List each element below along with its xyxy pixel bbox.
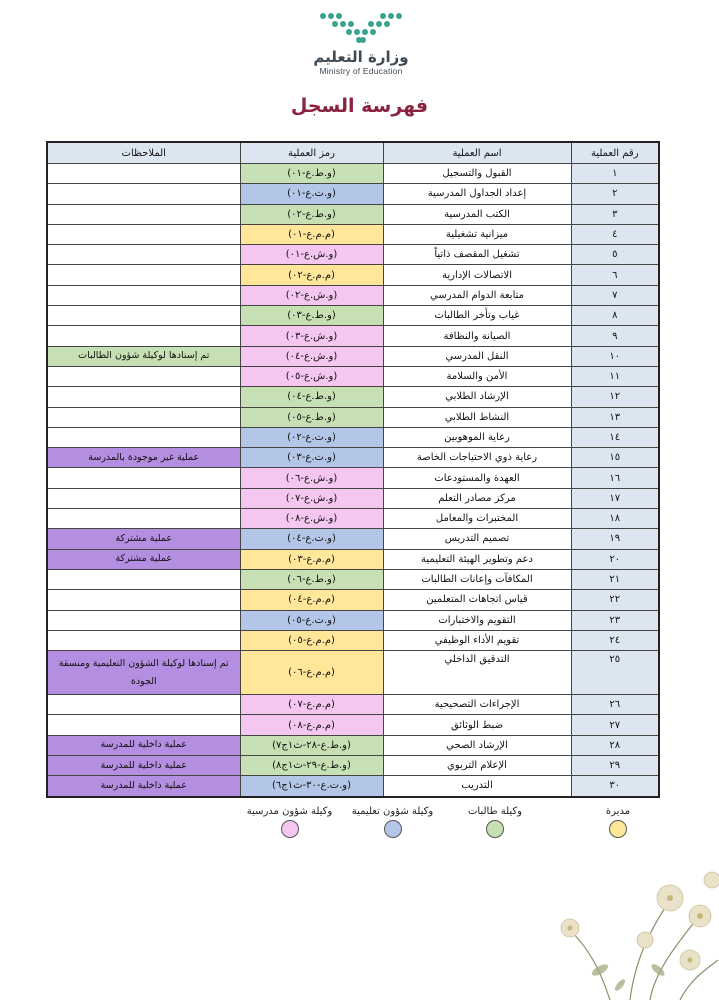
header-notes: الملاحظات xyxy=(47,142,240,164)
row-number-cell: ٢١ xyxy=(571,569,659,589)
row-number-cell: ٢٨ xyxy=(571,735,659,755)
row-number-cell: ١٢ xyxy=(571,387,659,407)
process-name-cell: الإرشاد الصحي xyxy=(383,735,571,755)
process-name-cell: الإعلام التربوي xyxy=(383,756,571,776)
process-name-cell: القبول والتسجيل xyxy=(383,164,571,184)
table-row xyxy=(47,326,659,346)
header-name: اسم العملية xyxy=(383,142,571,164)
table-row xyxy=(47,427,659,447)
process-code-cell: (و.ط.ع-٢٩-ث١ج٨) xyxy=(240,756,383,776)
row-number-cell: ٢٤ xyxy=(571,630,659,650)
table-row xyxy=(47,265,659,285)
notes-cell xyxy=(47,306,240,326)
process-code-cell: (م.م.ع-٠٢) xyxy=(240,265,383,285)
process-code-cell: (و.ش.ع-٠٧) xyxy=(240,488,383,508)
row-number-cell: ٢٣ xyxy=(571,610,659,630)
process-name-cell: النقل المدرسي xyxy=(383,346,571,366)
process-name-cell: ضبط الوثائق xyxy=(383,715,571,735)
table-row xyxy=(47,651,659,695)
process-name-cell: إعداد الجداول المدرسية xyxy=(383,184,571,204)
legend-label: وكيلة شؤون تعليمية xyxy=(351,806,434,817)
process-code-cell: (م.م.ع-٠٦) xyxy=(240,651,383,695)
table-row xyxy=(47,346,659,366)
legend-item xyxy=(232,806,347,838)
notes-cell xyxy=(47,468,240,488)
process-name-cell: غياب وتأخر الطالبات xyxy=(383,306,571,326)
process-code-cell: (و.ط.ع-٠١) xyxy=(240,164,383,184)
process-code-cell: (م.م.ع-٠١) xyxy=(240,224,383,244)
register-index-table xyxy=(46,141,660,798)
process-code-cell: (م.م.ع-٠٧) xyxy=(240,695,383,715)
notes-cell xyxy=(47,488,240,508)
table-row xyxy=(47,569,659,589)
process-name-cell: الإرشاد الطلابي xyxy=(383,387,571,407)
row-number-cell: ٢٦ xyxy=(571,695,659,715)
process-code-cell: (و.ط.ع-٠٤) xyxy=(240,387,383,407)
table-row xyxy=(47,245,659,265)
process-code-cell: (م.م.ع-٠٤) xyxy=(240,590,383,610)
process-code-cell: (و.ش.ع-٠١) xyxy=(240,245,383,265)
legend-item xyxy=(340,806,445,838)
logo-dots-icon xyxy=(315,12,407,46)
legend-label: وكيلة شؤون مدرسية xyxy=(246,806,333,817)
process-code-cell: (م.م.ع-٠٣) xyxy=(240,549,383,569)
row-number-cell: ٨ xyxy=(571,306,659,326)
row-number-cell: ١٠ xyxy=(571,346,659,366)
process-name-cell: تقويم الأداء الوظيفي xyxy=(383,630,571,650)
notes-cell: عملية داخلية للمدرسة xyxy=(47,756,240,776)
notes-cell xyxy=(47,610,240,630)
process-name-cell: دعم وتطوير الهيئة التعليمية xyxy=(383,549,571,569)
process-name-cell: مركز مصادر التعلم xyxy=(383,488,571,508)
process-name-cell: تشغيل المقصف ذاتياً xyxy=(383,245,571,265)
row-number-cell: ١٧ xyxy=(571,488,659,508)
ministry-logo xyxy=(296,12,426,82)
notes-cell: عملية مشتركة xyxy=(47,549,240,569)
process-code-cell: (و.ط.ع-٠٥) xyxy=(240,407,383,427)
notes-cell: تم إسنادها لوكيلة شؤون الطالبات xyxy=(47,346,240,366)
process-name-cell: ميزانية تشغيلية xyxy=(383,224,571,244)
process-code-cell: (و.ش.ع-٠٨) xyxy=(240,509,383,529)
table-row xyxy=(47,204,659,224)
process-code-cell: (و.ش.ع-٠٣) xyxy=(240,326,383,346)
process-code-cell: (و.ت.ع-٠٥) xyxy=(240,610,383,630)
notes-cell xyxy=(47,184,240,204)
process-code-cell: (و.ت.ع-٠٢) xyxy=(240,427,383,447)
table-row xyxy=(47,590,659,610)
table-row xyxy=(47,366,659,386)
notes-cell xyxy=(47,285,240,305)
process-name-cell: الصيانة والنظافة xyxy=(383,326,571,346)
process-name-cell: متابعة الدوام المدرسي xyxy=(383,285,571,305)
row-number-cell: ١٥ xyxy=(571,448,659,468)
process-code-cell: (و.ط.ع-٠٦) xyxy=(240,569,383,589)
table-row xyxy=(47,164,659,184)
row-number-cell: ١٩ xyxy=(571,529,659,549)
row-number-cell: ٢٥ xyxy=(571,651,659,695)
table-row xyxy=(47,610,659,630)
table-row xyxy=(47,407,659,427)
table-body xyxy=(47,164,659,797)
legend-label: وكيلة طالبات xyxy=(468,806,522,817)
legend-label: مديرة xyxy=(605,806,631,817)
process-code-cell: (و.ش.ع-٠٥) xyxy=(240,366,383,386)
notes-cell xyxy=(47,590,240,610)
notes-cell xyxy=(47,366,240,386)
process-code-cell: (و.ط.ع-٢٨-ث١ج٧) xyxy=(240,735,383,755)
notes-cell xyxy=(47,569,240,589)
table-row xyxy=(47,468,659,488)
table-row xyxy=(47,224,659,244)
logo-arabic-text: وزارة التعليم xyxy=(313,48,409,66)
table-row xyxy=(47,509,659,529)
table-row xyxy=(47,630,659,650)
notes-cell xyxy=(47,715,240,735)
process-name-cell: التدريب xyxy=(383,776,571,797)
process-name-cell: تصميم التدريس xyxy=(383,529,571,549)
process-name-cell: المكافآت وإعانات الطالبات xyxy=(383,569,571,589)
process-name-cell: قياس اتجاهات المتعلمين xyxy=(383,590,571,610)
table-row xyxy=(47,387,659,407)
legend-color-dot xyxy=(281,820,299,838)
row-number-cell: ١٣ xyxy=(571,407,659,427)
header-num: رقم العملية xyxy=(571,142,659,164)
process-name-cell: العهدة والمستودعات xyxy=(383,468,571,488)
process-name-cell: الاتصالات الإدارية xyxy=(383,265,571,285)
row-number-cell: ١٨ xyxy=(571,509,659,529)
process-name-cell: الأمن والسلامة xyxy=(383,366,571,386)
row-number-cell: ٤ xyxy=(571,224,659,244)
logo-english-text: Ministry of Education xyxy=(319,66,403,76)
page-title: فهرسة السجل xyxy=(290,95,429,117)
row-number-cell: ١٦ xyxy=(571,468,659,488)
row-number-cell: ٣ xyxy=(571,204,659,224)
table-row xyxy=(47,756,659,776)
notes-cell xyxy=(47,427,240,447)
process-name-cell: رعاية الموهوبين xyxy=(383,427,571,447)
process-code-cell: (و.ش.ع-٠٢) xyxy=(240,285,383,305)
process-code-cell: (م.م.ع-٠٨) xyxy=(240,715,383,735)
table-row xyxy=(47,549,659,569)
process-code-cell: (و.ت.ع-٣٠-ث١ج٦) xyxy=(240,776,383,797)
row-number-cell: ٥ xyxy=(571,245,659,265)
notes-cell xyxy=(47,387,240,407)
process-code-cell: (و.ت.ع-٠٤) xyxy=(240,529,383,549)
table-row xyxy=(47,488,659,508)
process-code-cell: (و.ت.ع-٠١) xyxy=(240,184,383,204)
table-row xyxy=(47,184,659,204)
legend-color-dot xyxy=(384,820,402,838)
legend-item xyxy=(455,806,535,838)
notes-cell xyxy=(47,630,240,650)
flowers-decoration-icon xyxy=(540,820,719,1000)
row-number-cell: ١٤ xyxy=(571,427,659,447)
process-name-cell: النشاط الطلابي xyxy=(383,407,571,427)
process-name-cell: رعاية ذوي الاحتياجات الخاصة xyxy=(383,448,571,468)
process-code-cell: (و.ط.ع-٠٣) xyxy=(240,306,383,326)
row-number-cell: ١ xyxy=(571,164,659,184)
notes-cell xyxy=(47,245,240,265)
row-number-cell: ٢٢ xyxy=(571,590,659,610)
table-row xyxy=(47,715,659,735)
table-row xyxy=(47,285,659,305)
notes-cell xyxy=(47,224,240,244)
process-code-cell: (و.ش.ع-٠٦) xyxy=(240,468,383,488)
row-number-cell: ٧ xyxy=(571,285,659,305)
row-number-cell: ١١ xyxy=(571,366,659,386)
row-number-cell: ٢٧ xyxy=(571,715,659,735)
table-row xyxy=(47,529,659,549)
table-row xyxy=(47,695,659,715)
notes-cell: عملية داخلية للمدرسة xyxy=(47,735,240,755)
table-row xyxy=(47,306,659,326)
notes-cell: عملية داخلية للمدرسة xyxy=(47,776,240,797)
process-code-cell: (م.م.ع-٠٥) xyxy=(240,630,383,650)
table-header-row xyxy=(47,142,659,164)
process-name-cell: الإجراءات التصحيحية xyxy=(383,695,571,715)
process-code-cell: (و.ت.ع-٠٣) xyxy=(240,448,383,468)
process-code-cell: (و.ش.ع-٠٤) xyxy=(240,346,383,366)
table-row xyxy=(47,448,659,468)
row-number-cell: ٩ xyxy=(571,326,659,346)
notes-cell xyxy=(47,695,240,715)
notes-cell xyxy=(47,164,240,184)
header-code: رمز العملية xyxy=(240,142,383,164)
notes-cell: عملية غير موجودة بالمدرسة xyxy=(47,448,240,468)
notes-cell xyxy=(47,326,240,346)
process-name-cell: المختبرات والمعامل xyxy=(383,509,571,529)
row-number-cell: ٢ xyxy=(571,184,659,204)
row-number-cell: ٢٩ xyxy=(571,756,659,776)
process-code-cell: (و.ط.ع-٠٢) xyxy=(240,204,383,224)
notes-cell xyxy=(47,509,240,529)
table-row xyxy=(47,776,659,797)
notes-cell xyxy=(47,265,240,285)
process-name-cell: التقويم والاختبارات xyxy=(383,610,571,630)
notes-cell xyxy=(47,407,240,427)
row-number-cell: ٦ xyxy=(571,265,659,285)
notes-cell xyxy=(47,204,240,224)
process-name-cell: الكتب المدرسية xyxy=(383,204,571,224)
process-name-cell: التدقيق الداخلي xyxy=(383,651,571,695)
legend-color-dot xyxy=(486,820,504,838)
notes-cell: تم إسنادها لوكيلة الشؤون التعليمية ومنسقة الجودة xyxy=(47,651,240,695)
row-number-cell: ٣٠ xyxy=(571,776,659,797)
notes-cell: عملية مشتركة xyxy=(47,529,240,549)
row-number-cell: ٢٠ xyxy=(571,549,659,569)
table-row xyxy=(47,735,659,755)
